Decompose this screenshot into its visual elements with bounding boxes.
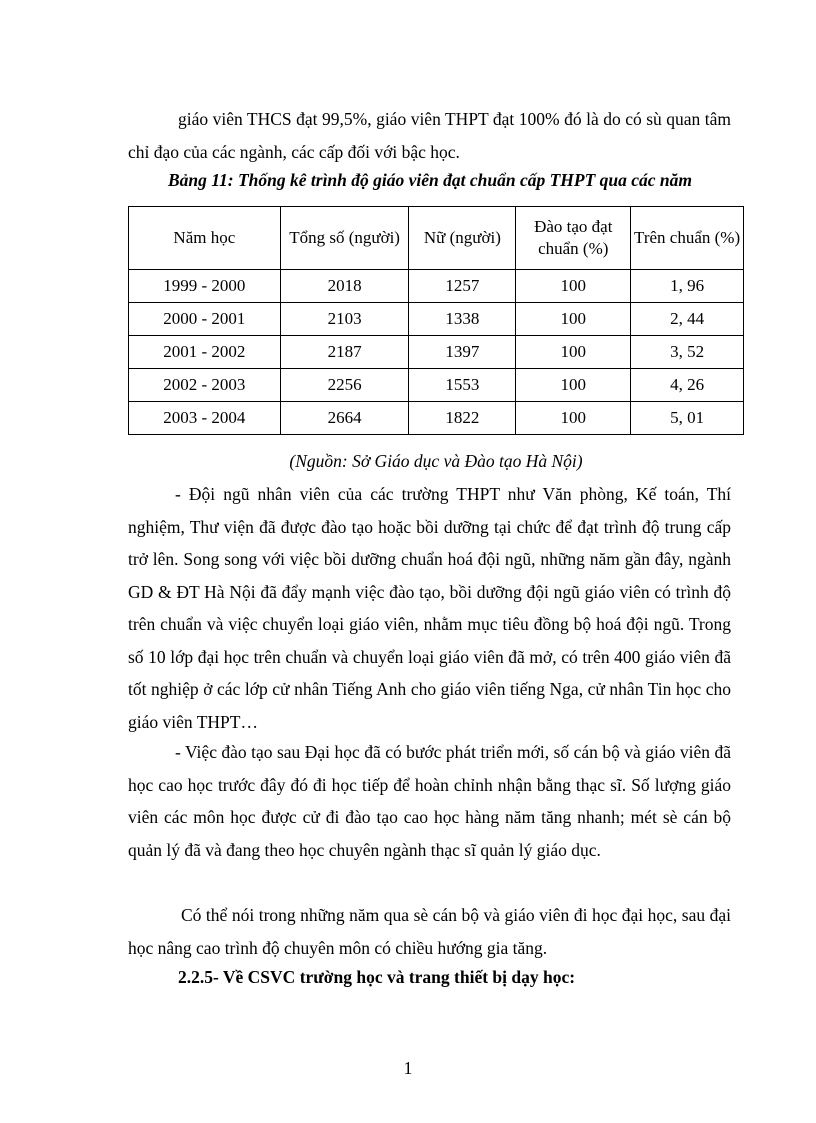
cell-standard: 100 xyxy=(516,303,631,336)
cell-standard: 100 xyxy=(516,336,631,369)
cell-above-standard: 2, 44 xyxy=(631,303,744,336)
table-row xyxy=(129,303,744,336)
cell-female: 1822 xyxy=(409,402,516,435)
page-number: 1 xyxy=(403,1058,413,1078)
header-standard: Đào tạo đạt chuẩn (%) xyxy=(516,207,631,270)
cell-total: 2018 xyxy=(280,270,409,303)
cell-standard: 100 xyxy=(516,369,631,402)
intro-paragraph: giáo viên THCS đạt 99,5%, giáo viên THPT đạt 100% đó là do có sù quan tâm chỉ đạo của các ngành, các cấp đối với bậc học. xyxy=(128,109,731,162)
table-row xyxy=(129,402,744,435)
cell-year: 1999 - 2000 xyxy=(129,270,281,303)
cell-year: 2003 - 2004 xyxy=(129,402,281,435)
cell-above-standard: 5, 01 xyxy=(631,402,744,435)
section-heading: 2.2.5- Về CSVC trường học và trang thiết bị dạy học: xyxy=(178,967,576,987)
cell-year: 2002 - 2003 xyxy=(129,369,281,402)
header-total: Tổng số (người) xyxy=(280,207,409,270)
table-source-note: (Nguồn: Sở Giáo dục và Đào tạo Hà Nội) xyxy=(289,451,583,471)
cell-female: 1397 xyxy=(409,336,516,369)
cell-standard: 100 xyxy=(516,402,631,435)
cell-above-standard: 1, 96 xyxy=(631,270,744,303)
table-row xyxy=(129,270,744,303)
cell-total: 2664 xyxy=(280,402,409,435)
cell-total: 2103 xyxy=(280,303,409,336)
postgraduate-paragraph: - Việc đào tạo sau Đại học đã có bước phát triển mới, số cán bộ và giáo viên đã học cao học trước đây đó đi học tiếp để hoàn chỉnh nhận bằng thạc sĩ. Số lượng giáo viên các môn học được cử đi đào tạo cao học hàng năm tăng nhanh; mét sè cán bộ quản lý đã và đang theo học chuyên ngành thạc sĩ quản lý giáo dục. xyxy=(128,742,731,860)
staff-training-paragraph: - Đội ngũ nhân viên của các trường THPT như Văn phòng, Kế toán, Thí nghiệm, Thư viện đã được đào tạo hoặc bồi dưỡng tại chức để đạt trình độ trung cấp trở lên. Song song với việc bồi dưỡng chuẩn hoá đội ngũ, những năm gần đây, ngành GD & ĐT Hà Nội đã đẩy mạnh việc đào tạo, bồi dưỡng đội ngũ giáo viên có trình độ trên chuẩn và việc chuyển loại giáo viên, nhằm mục tiêu đồng bộ hoá đội ngũ. Trong số 10 lớp đại học trên chuẩn và chuyển loại giáo viên đã mở, có trên 400 giáo viên đã tốt nghiệp ở các lớp cử nhân Tiếng Anh cho giáo viên tiếng Nga, cử nhân Tin học cho giáo viên THPT… xyxy=(128,484,731,732)
cell-year: 2000 - 2001 xyxy=(129,303,281,336)
conclusion-paragraph: Có thể nói trong những năm qua sè cán bộ và giáo viên đi học đại học, sau đại học nâng cao trình độ chuyên môn có chiều hướng gia tăng. xyxy=(128,905,731,958)
cell-female: 1338 xyxy=(409,303,516,336)
cell-total: 2187 xyxy=(280,336,409,369)
cell-female: 1257 xyxy=(409,270,516,303)
cell-total: 2256 xyxy=(280,369,409,402)
table-header-row xyxy=(129,207,744,270)
teacher-standard-table xyxy=(128,206,744,435)
header-above-standard: Trên chuẩn (%) xyxy=(631,207,744,270)
cell-above-standard: 3, 52 xyxy=(631,336,744,369)
cell-standard: 100 xyxy=(516,270,631,303)
cell-above-standard: 4, 26 xyxy=(631,369,744,402)
table-caption: Bảng 11: Thống kê trình độ giáo viên đạt chuẩn cấp THPT qua các năm xyxy=(167,170,693,190)
header-female: Nữ (người) xyxy=(409,207,516,270)
cell-year: 2001 - 2002 xyxy=(129,336,281,369)
table-row xyxy=(129,336,744,369)
table-row xyxy=(129,369,744,402)
cell-female: 1553 xyxy=(409,369,516,402)
header-school-year: Năm học xyxy=(129,207,281,270)
